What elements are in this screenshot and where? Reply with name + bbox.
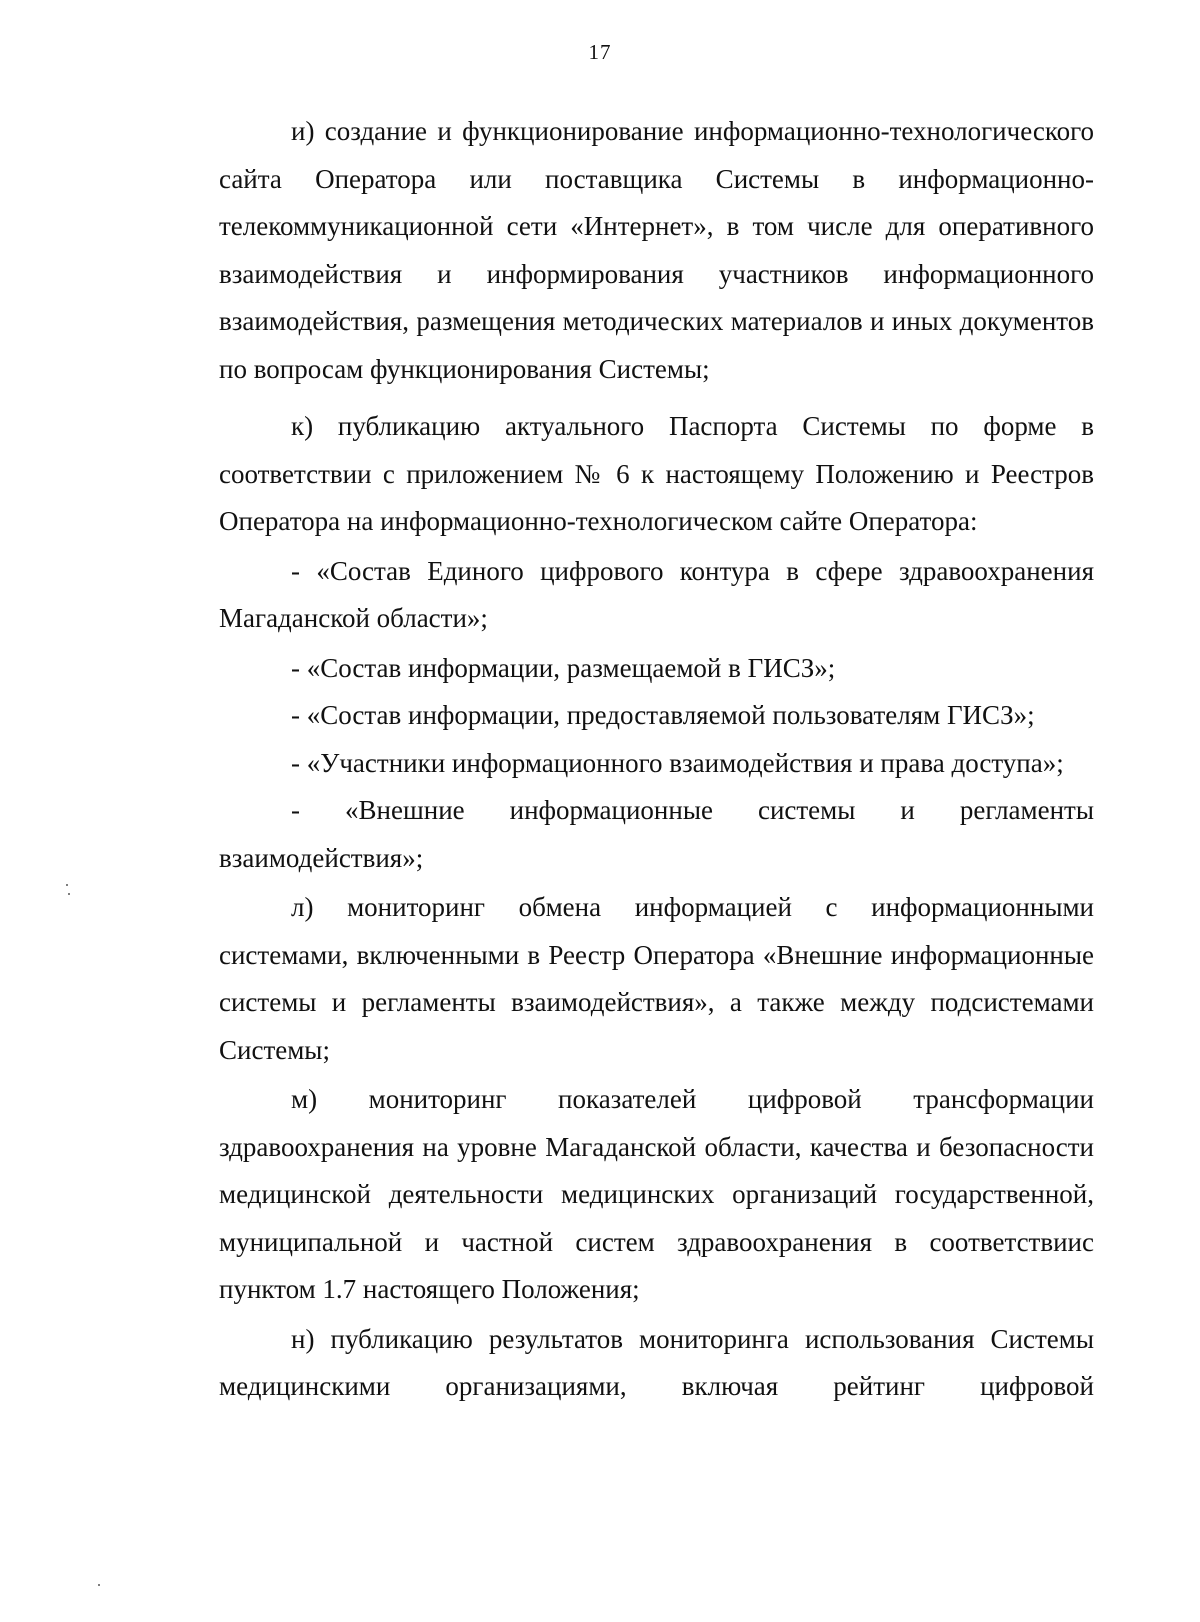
paragraph-n: н) публикацию результатов мониторинга использования Системы медицинскими организациями, включая рейтинг цифровой — [219, 1323, 1094, 1401]
paragraph-k: к) публикацию актуального Паспорта Системы по форме в соответствии с приложением № 6 к настоящему Положению и Реестров Оператора на информационно-технологическом сайте Оператора: — [219, 411, 1094, 536]
paragraph-i: и) создание и функционирование информационно-технологического сайта Оператора или поставщика Системы в информационно-телекоммуникационной сети «Интернет», в том числе для оперативного взаимодействия и информирования участников информационного взаимодействия, размещения методических материалов и иных документов по вопросам функционирования Системы; — [219, 116, 1094, 384]
list-item: - «Состав Единого цифрового контура в сфере здравоохранения Магаданской области»; — [219, 555, 1094, 633]
page-number: 17 — [588, 40, 612, 64]
list-item: - «Состав информации, предоставляемой пользователям ГИСЗ»; — [291, 700, 1035, 730]
document-body — [219, 108, 1094, 1411]
scan-speck — [98, 1584, 100, 1586]
scan-speck — [66, 884, 68, 886]
list-item: - «Состав информации, размещаемой в ГИСЗ»; — [291, 652, 836, 683]
paragraph-l: л) мониторинг обмена информацией с информационными системами, включенными в Реестр Оператора «Внешние информационные системы и регламенты взаимодействия», а также между подсистемами Системы; — [219, 892, 1094, 1065]
paragraph-m: м) мониторинг показателей цифровой трансформации здравоохранения на уровне Магаданской области, качества и безопасности медицинской деятельности медицинских организаций государственной, муниципальной и частной систем здравоохранения в соответствиис пунктом 1.7 настоящего Положения; — [219, 1084, 1094, 1304]
scan-speck — [68, 893, 70, 895]
list-item: - «Внешние информационные системы и регламенты взаимодействия»; — [219, 795, 1094, 873]
list-item: - «Участники информационного взаимодействия и права доступа»; — [291, 747, 1064, 778]
